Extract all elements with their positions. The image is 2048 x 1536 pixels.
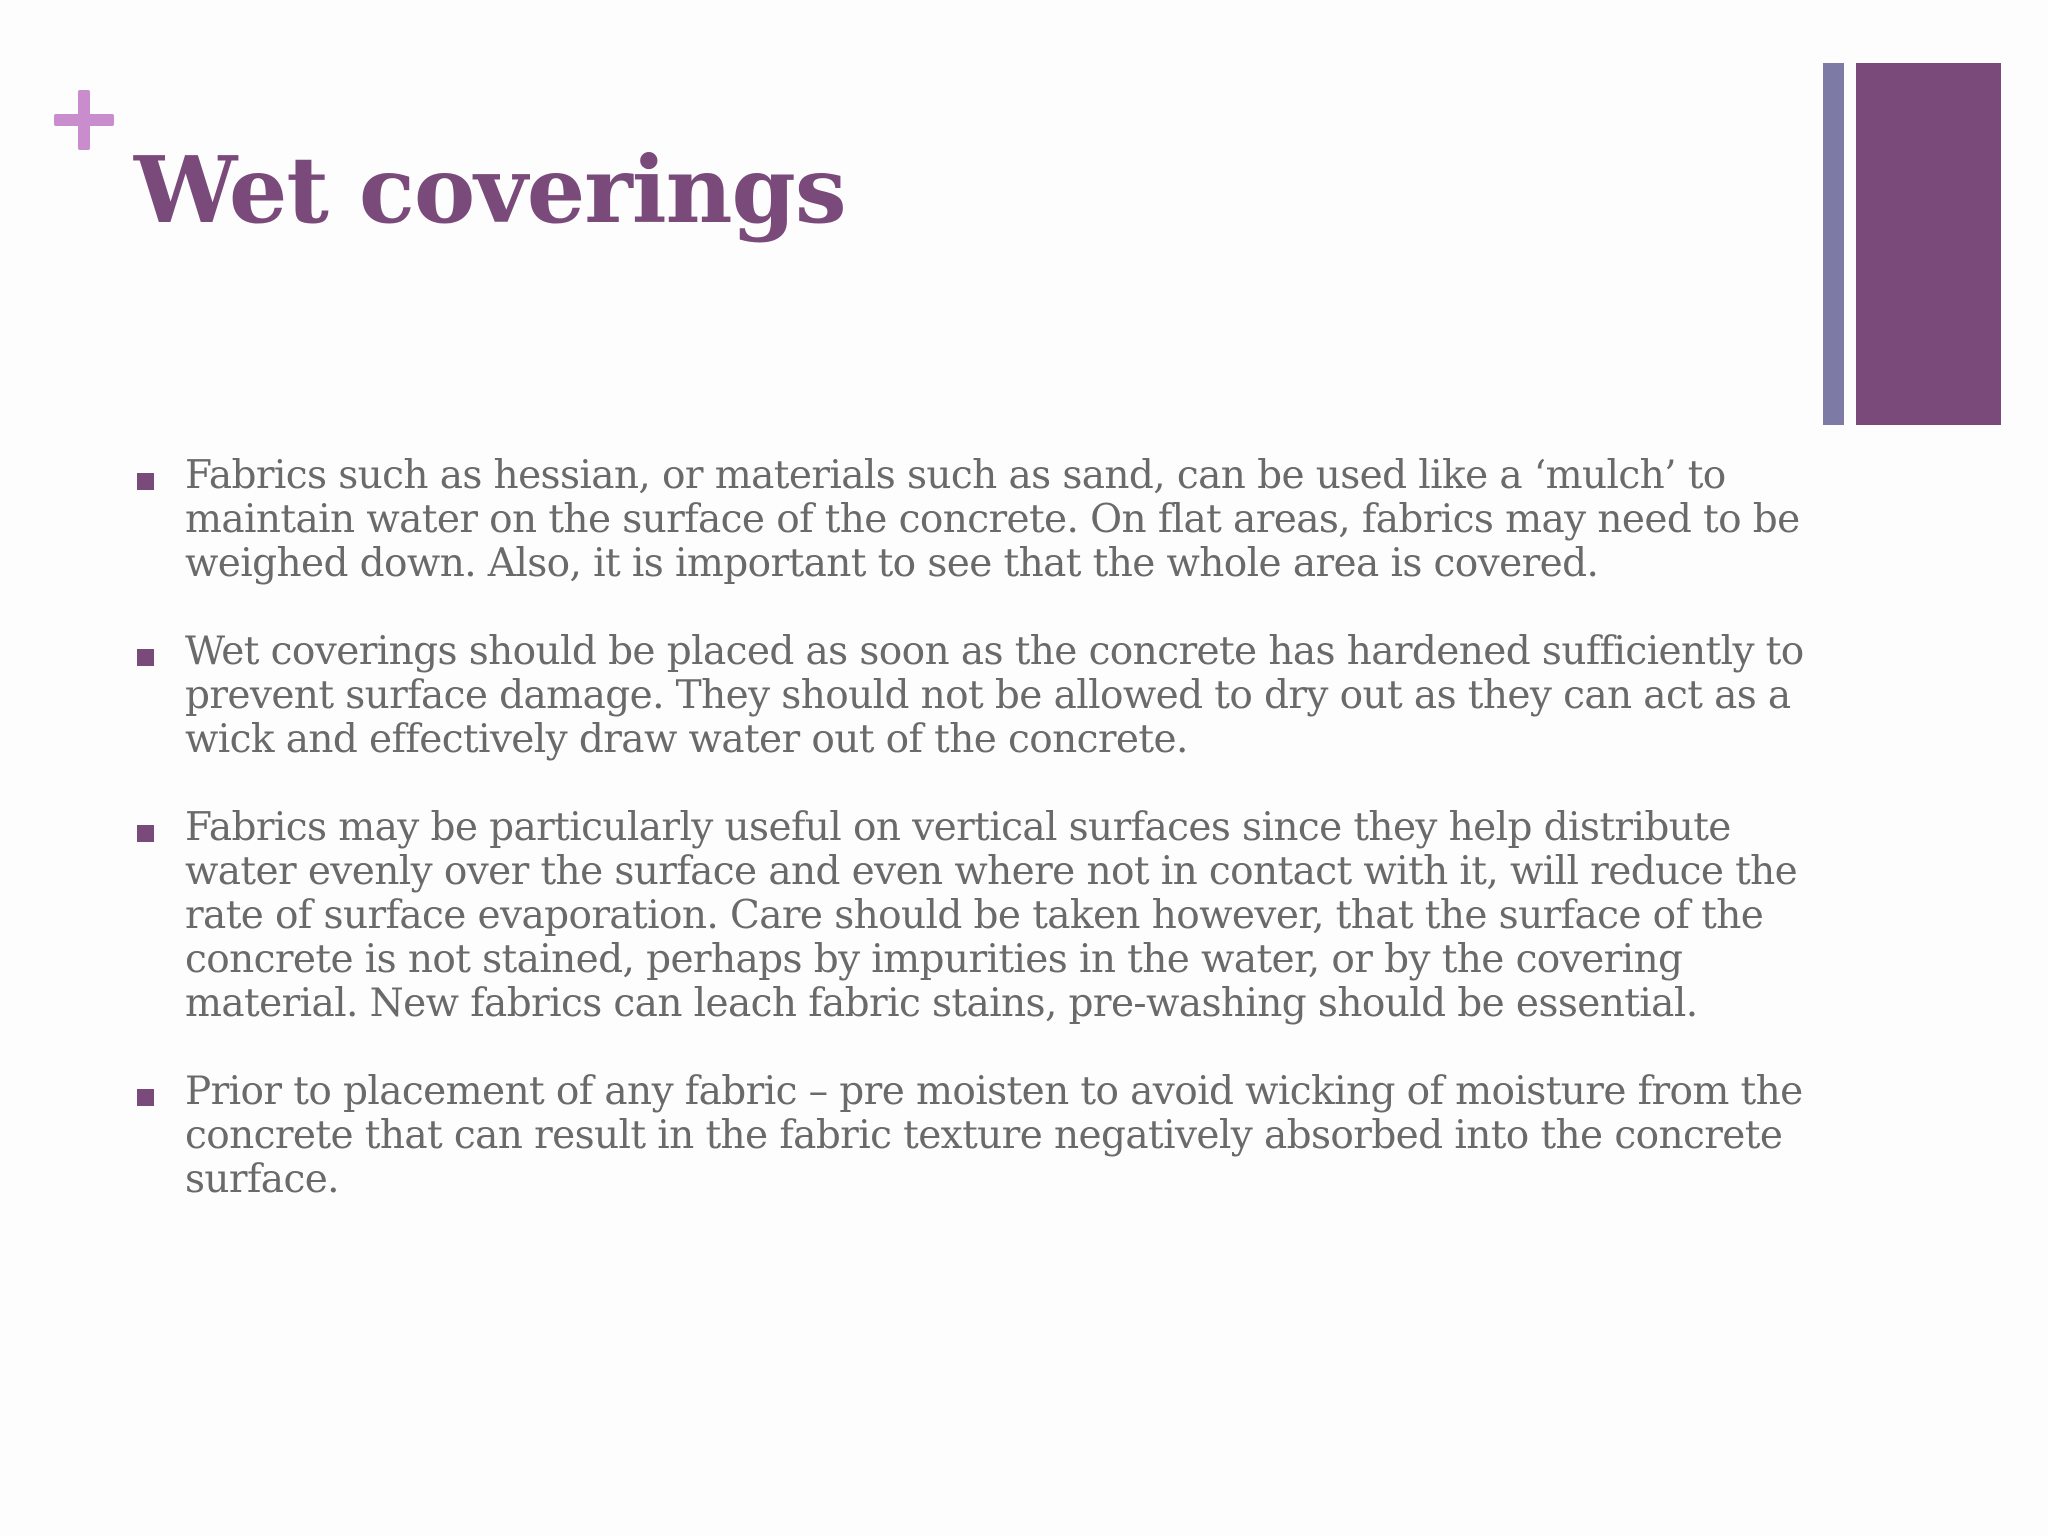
bullet-item [134, 1070, 1834, 1202]
bullet-list [134, 454, 1834, 1246]
bullet-text: Fabrics such as hessian, or materials such as sand, can be used like a ‘mulch’ to maintain water on the surface of the concrete. On flat areas, fabrics may need to be weighed down. Also, it is important to see that the whole area is covered. [185, 453, 1800, 586]
slide-title: Wet coverings [134, 136, 846, 244]
square-bullet-icon [137, 473, 154, 490]
square-bullet-icon [137, 1089, 154, 1106]
square-bullet-icon [137, 649, 154, 666]
bullet-item [134, 454, 1834, 586]
decorative-bar-thin [1823, 63, 1844, 425]
bullet-item [134, 630, 1834, 762]
square-bullet-icon [137, 825, 154, 842]
plus-icon-vertical [78, 90, 90, 150]
bullet-text: Prior to placement of any fabric – pre moisten to avoid wicking of moisture from the concrete that can result in the fabric texture negatively absorbed into the concrete surface. [185, 1069, 1803, 1202]
bullet-text: Fabrics may be particularly useful on vertical surfaces since they help distribute water evenly over the surface and even where not in contact with it, will reduce the rate of surface evaporation. Care should be taken however, that the surface of the concrete is not stained, perhaps by impurities in the water, or by the covering material. New fabrics can leach fabric stains, pre-washing should be essential. [185, 805, 1798, 1026]
bullet-text: Wet coverings should be placed as soon as the concrete has hardened sufficiently to prevent surface damage. They should not be allowed to dry out as they can act as a wick and effectively draw water out of the concrete. [185, 629, 1804, 762]
plus-icon [54, 90, 114, 150]
bullet-item [134, 806, 1834, 1026]
decorative-bar-thick [1856, 63, 2001, 425]
